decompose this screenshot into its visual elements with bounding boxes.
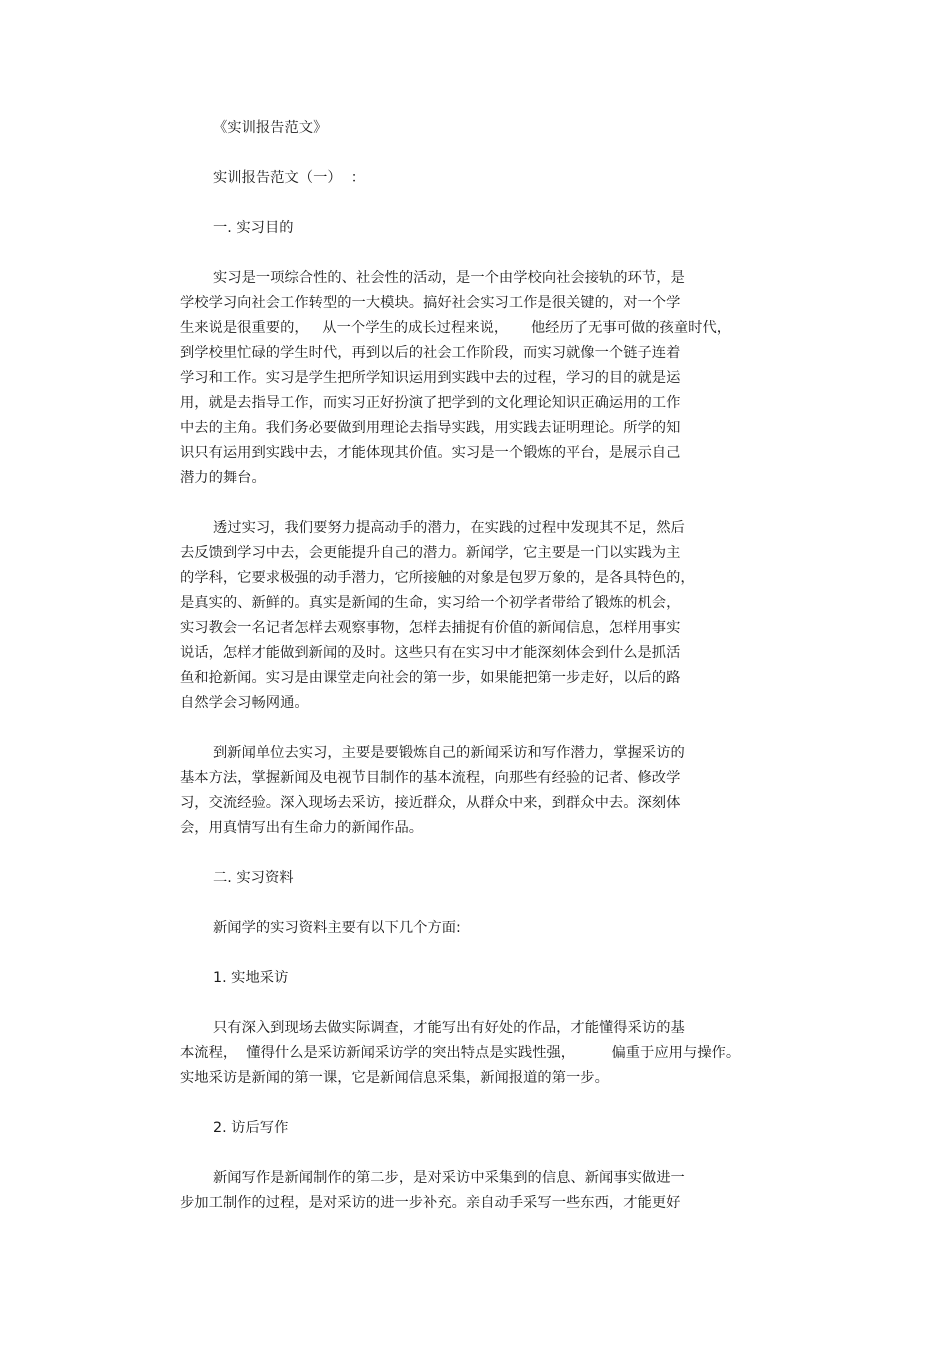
paragraph-line: 会，用真情写出有生命力的新闻作品。 [180,820,424,836]
paragraph-line: 到新闻单位去实习，主要是要锻炼自己的新闻采访和写作潜力，掌握采访的 [213,745,685,761]
paragraph-line: 中去的主角。我们务必要做到用理论去指导实践，用实践去证明理论。所学的知 [180,420,681,436]
paragraph-line: 习，交流经验。深入现场去采访，接近群众，从群众中来，到群众中去。深刻体 [180,795,681,811]
paragraph-line: 去反馈到学习中去，会更能提升自己的潜力。新闻学，它主要是一门以实践为主 [180,545,681,561]
paragraph-line: 实习是一项综合性的、社会性的活动，是一个由学校向社会接轨的环节，是 [213,270,685,286]
paragraph-line: 的学科，它要求极强的动手潜力，它所接触的对象是包罗万象的，是各具特色的， [180,570,695,586]
section-intro: 新闻学的实习资料主要有以下几个方面: [213,920,461,936]
paragraph-line: 是真实的、新鲜的。真实是新闻的生命，实习给一个初学者带给了锻炼的机会， [180,595,681,611]
paragraph-line: 步加工制作的过程，是对采访的进一步补充。亲自动手采写一些东西，才能更好 [180,1195,681,1211]
paragraph-line: 只有深入到现场去做实际调查，才能写出有好处的作品，才能懂得采访的基 [213,1020,685,1036]
document-title: 《实训报告范文》 [213,120,328,136]
paragraph-line: 新闻写作是新闻制作的第二步，是对采访中采集到的信息、新闻事实做进一 [213,1170,685,1186]
paragraph-line: 识只有运用到实践中去，才能体现其价值。实习是一个锻炼的平台，是展示自己 [180,445,681,461]
section-heading-1: 一. 实习目的 [213,220,294,236]
paragraph-line: 本流程， 懂得什么是采访新闻采访学的突出特点是实践性强， 偏重于应用与操作。 [180,1045,741,1061]
paragraph-line: 说话，怎样才能做到新闻的及时。这些只有在实习中才能深刻体会到什么是抓活 [180,645,681,661]
paragraph-line: 潜力的舞台。 [180,470,266,486]
paragraph-line: 透过实习，我们要努力提高动手的潜力，在实践的过程中发现其不足，然后 [213,520,685,536]
paragraph-line: 基本方法，掌握新闻及电视节目制作的基本流程，向那些有经验的记者、修改学 [180,770,681,786]
paragraph-line: 生来说是很重要的， 从一个学生的成长过程来说， 他经历了无事可做的孩童时代， [180,320,732,336]
paragraph-line: 学习和工作。实习是学生把所学知识运用到实践中去的过程，学习的目的就是运 [180,370,681,386]
paragraph-line: 实习教会一名记者怎样去观察事物，怎样去捕捉有价值的新闻信息，怎样用事实 [180,620,681,636]
subsection-heading-1: 1. 实地采访 [213,970,289,986]
subsection-heading-2: 2. 访后写作 [213,1120,289,1136]
section-heading-2: 二. 实习资料 [213,870,294,886]
paragraph-line: 实地采访是新闻的第一课，它是新闻信息采集，新闻报道的第一步。 [180,1070,609,1086]
paragraph-line: 自然学会习畅网通。 [180,695,309,711]
paragraph-line: 用，就是去指导工作，而实习正好扮演了把学到的文化理论知识正确运用的工作 [180,395,681,411]
paragraph-line: 学校学习向社会工作转型的一大模块。搞好社会实习工作是很关键的，对一个学 [180,295,681,311]
paragraph-line: 到学校里忙碌的学生时代，再到以后的社会工作阶段，而实习就像一个链子连着 [180,345,681,361]
paragraph-line: 鱼和抢新闻。实习是由课堂走向社会的第一步，如果能把第一步走好，以后的路 [180,670,681,686]
document-subtitle: 实训报告范文（一） ： [213,170,366,186]
